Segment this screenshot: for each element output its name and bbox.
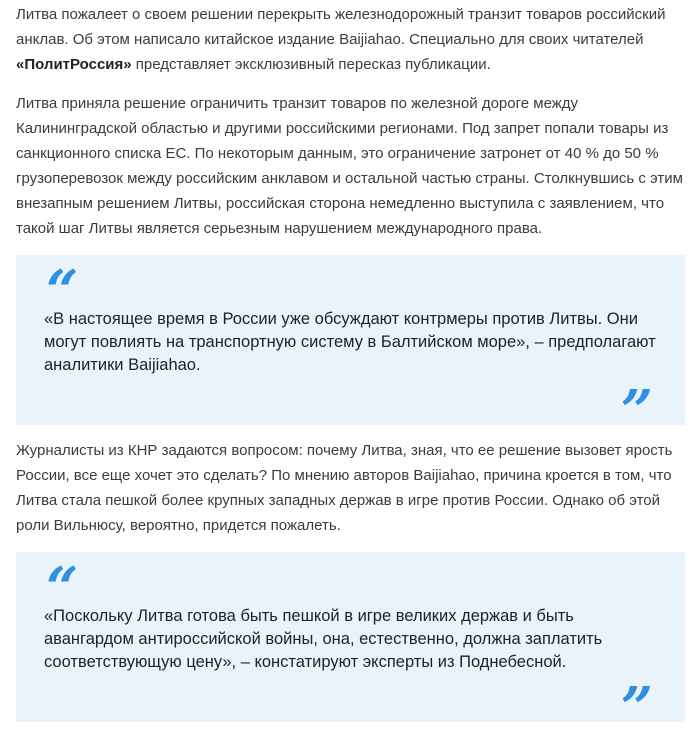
paragraph-intro-text-end: представляет эксклюзивный пересказ публикации. (131, 56, 491, 73)
open-quote-icon: “ (46, 258, 79, 324)
open-quote-icon: “ (46, 555, 79, 621)
paragraph-intro-text-start: Литва пожалеет о своем решении перекрыть железнодорожный транзит товаров российский анклав. Об этом написало китайское издание Baijiahao. Специально для своих читателей (16, 6, 666, 48)
blockquote-text: «В настоящее время в России уже обсуждают контрмеры против Литвы. Они могут повлиять на транспортную систему в Балтийском море», – предполагают аналитики Baijiahao. (44, 310, 656, 374)
blockquote-analysts (16, 255, 685, 444)
paragraph-chinese-journalists: Журналисты из КНР задаются вопросом: почему Литва, зная, что ее решение вызовет ярость России, все еще хочет это сделать? По мнению авторов Baijiahao, причина кроется в том, что Литва стала пешкой более крупных западных держав в игре против России. Однако об этой роли Вильнюсу, вероятно, придется пожалеть. (16, 442, 673, 534)
paragraph-transit-ban: Литва приняла решение ограничить транзит товаров по железной дороге между Калининградской областью и другими российскими регионами. Под запрет попали товары из санкционного списка ЕС. По некоторым данным, это ограничение затронет от 40 % до 50 % грузоперевозок между российским анклавом и остальной частью страны. Столкнувшись с этим внезапным решением Литвы, российская сторона немедленно выступила с заявлением, что такой шаг Литвы является серьезным нарушением международного права. (16, 95, 683, 237)
close-quote-icon: ” (620, 378, 653, 444)
close-quote-icon: ” (620, 675, 653, 741)
paragraph-intro (16, 2, 688, 77)
source-brand-name: «ПолитРоссия» (16, 56, 132, 73)
blockquote-text: «Поскольку Литва готова быть пешкой в игре великих держав и быть авангардом антироссийской войны, она, естественно, должна заплатить соответствующую цену», – констатируют эксперты из Поднебесной. (44, 607, 603, 671)
blockquote-experts (16, 552, 685, 741)
